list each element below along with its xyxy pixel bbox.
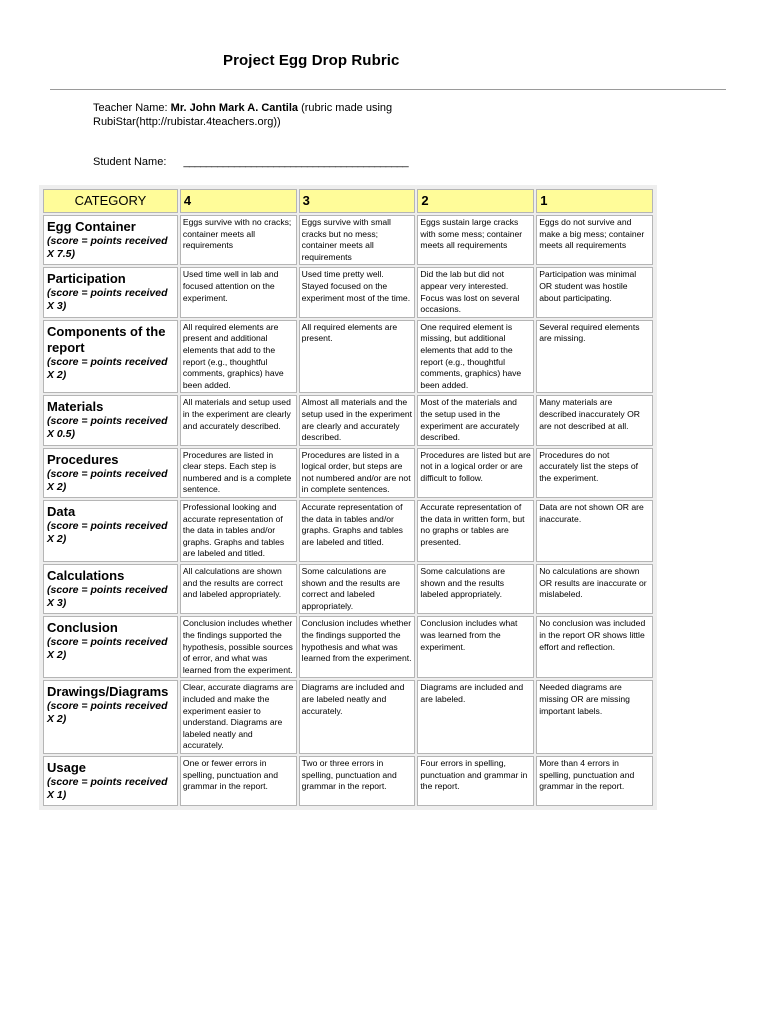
descriptor-cell-1: More than 4 errors in spelling, punctuation and grammar in the report. bbox=[536, 756, 653, 806]
descriptor-cell-3: Almost all materials and the setup used in the experiment are clearly and accurately described. bbox=[299, 395, 416, 445]
criterion-cell bbox=[43, 215, 178, 265]
descriptor-cell-2: Eggs sustain large cracks with some mess; container meets all requirements bbox=[417, 215, 534, 265]
page-title: Project Egg Drop Rubric bbox=[223, 52, 400, 69]
rubric-row bbox=[43, 680, 653, 754]
header-score-1: 1 bbox=[536, 189, 653, 213]
criterion-cell bbox=[43, 564, 178, 614]
descriptor-cell-2: Procedures are listed but are not in a logical order or are difficult to follow. bbox=[417, 448, 534, 498]
rubric-row bbox=[43, 500, 653, 562]
descriptor-cell-3: Some calculations are shown and the results are correct and labeled appropriately. bbox=[299, 564, 416, 614]
descriptor-cell-3: All required elements are present. bbox=[299, 320, 416, 394]
criterion-cell bbox=[43, 448, 178, 498]
descriptor-cell-3: Diagrams are included and are labeled neatly and accurately. bbox=[299, 680, 416, 754]
descriptor-cell-3: Used time pretty well. Stayed focused on the experiment most of the time. bbox=[299, 267, 416, 317]
title-divider bbox=[50, 89, 726, 90]
teacher-name: Mr. John Mark A. Cantila bbox=[170, 102, 298, 114]
student-name-blank[interactable]: ________________________________________ bbox=[183, 156, 409, 168]
header-category: CATEGORY bbox=[43, 189, 178, 213]
descriptor-cell-1: Procedures do not accurately list the steps of the experiment. bbox=[536, 448, 653, 498]
rubric-row bbox=[43, 267, 653, 317]
header-score-3: 3 bbox=[299, 189, 416, 213]
rubric-header-row bbox=[43, 189, 653, 213]
descriptor-cell-2: Some calculations are shown and the results labeled appropriately. bbox=[417, 564, 534, 614]
descriptor-cell-2: Four errors in spelling, punctuation and grammar in the report. bbox=[417, 756, 534, 806]
criterion-title: Materials bbox=[47, 399, 104, 415]
rubric-row bbox=[43, 395, 653, 445]
criterion-weight: (score = points received X 2) bbox=[47, 700, 168, 726]
criterion-weight: (score = points received X 3) bbox=[47, 584, 168, 610]
teacher-note: (rubric made using RubiStar(http://rubistar.4teachers.org)) bbox=[93, 102, 393, 128]
descriptor-cell-4: Eggs survive with no cracks; container meets all requirements bbox=[180, 215, 297, 265]
descriptor-cell-2: Conclusion includes what was learned from the experiment. bbox=[417, 616, 534, 678]
descriptor-cell-1: Many materials are described inaccurately OR are not described at all. bbox=[536, 395, 653, 445]
descriptor-cell-1: Eggs do not survive and make a big mess; container meets all requirements bbox=[536, 215, 653, 265]
criterion-weight: (score = points received X 2) bbox=[47, 355, 168, 381]
criterion-weight: (score = points received X 2) bbox=[47, 467, 168, 493]
header-score-4: 4 bbox=[180, 189, 297, 213]
criterion-cell bbox=[43, 616, 178, 678]
descriptor-cell-2: Accurate representation of the data in written form, but no graphs or tables are presented. bbox=[417, 500, 534, 562]
rubric-table bbox=[41, 187, 655, 808]
teacher-info bbox=[93, 101, 453, 129]
criterion-cell bbox=[43, 395, 178, 445]
descriptor-cell-1: Several required elements are missing. bbox=[536, 320, 653, 394]
criterion-weight: (score = points received X 2) bbox=[47, 520, 168, 546]
descriptor-cell-4: Used time well in lab and focused attention on the experiment. bbox=[180, 267, 297, 317]
criterion-title: Participation bbox=[47, 271, 126, 287]
rubric-row bbox=[43, 215, 653, 265]
rubric-row bbox=[43, 756, 653, 806]
descriptor-cell-3: Conclusion includes whether the findings supported the hypothesis and what was learned from the experiment. bbox=[299, 616, 416, 678]
criterion-cell bbox=[43, 500, 178, 562]
descriptor-cell-4: Conclusion includes whether the findings supported the hypothesis, possible sources of error, and what was learned from the experiment. bbox=[180, 616, 297, 678]
rubric-row bbox=[43, 564, 653, 614]
criterion-title: Egg Container bbox=[47, 219, 136, 234]
descriptor-cell-2: Most of the materials and the setup used in the experiment are accurately described. bbox=[417, 395, 534, 445]
rubric-row bbox=[43, 448, 653, 498]
descriptor-cell-4: All calculations are shown and the results are correct and labeled appropriately. bbox=[180, 564, 297, 614]
descriptor-cell-3: Accurate representation of the data in tables and/or graphs. Graphs and tables are labeled and titled. bbox=[299, 500, 416, 562]
descriptor-cell-1: Data are not shown OR are inaccurate. bbox=[536, 500, 653, 562]
descriptor-cell-4: Clear, accurate diagrams are included and make the experiment easier to understand. Diagrams are labeled neatly and accurately. bbox=[180, 680, 297, 754]
criterion-weight: (score = points received X 2) bbox=[47, 636, 168, 662]
descriptor-cell-4: All required elements are present and additional elements that add to the report (e.g., thoughtful comments, graphics) have been added. bbox=[180, 320, 297, 394]
criterion-cell bbox=[43, 320, 178, 394]
criterion-weight: (score = points received X 7.5) bbox=[47, 235, 168, 260]
header-score-2: 2 bbox=[417, 189, 534, 213]
descriptor-cell-2: One required element is missing, but additional elements that add to the report (e.g., thoughtful comments, graphics) have been added. bbox=[417, 320, 534, 394]
descriptor-cell-1: No calculations are shown OR results are inaccurate or mislabeled. bbox=[536, 564, 653, 614]
descriptor-cell-3: Procedures are listed in a logical order, but steps are not numbered and/or are not in complete sentences. bbox=[299, 448, 416, 498]
criterion-title: Procedures bbox=[47, 451, 119, 467]
descriptor-cell-4: Professional looking and accurate representation of the data in tables and/or graphs. Graphs and tables are labeled and titled. bbox=[180, 500, 297, 562]
criterion-cell bbox=[43, 680, 178, 754]
descriptor-cell-4: Procedures are listed in clear steps. Each step is numbered and is a complete sentence. bbox=[180, 448, 297, 498]
criterion-title: Data bbox=[47, 504, 76, 520]
descriptor-cell-2: Did the lab but did not appear very interested. Focus was lost on several occasions. bbox=[417, 267, 534, 317]
criterion-title: Usage bbox=[47, 759, 87, 775]
rubric-row bbox=[43, 320, 653, 394]
descriptor-cell-3: Two or three errors in spelling, punctuation and grammar in the report. bbox=[299, 756, 416, 806]
descriptor-cell-1: No conclusion was included in the report OR shows little effort and reflection. bbox=[536, 616, 653, 678]
criterion-title: Components of the report bbox=[47, 323, 166, 355]
criterion-cell bbox=[43, 756, 178, 806]
criterion-title: Conclusion bbox=[47, 620, 118, 636]
criterion-cell bbox=[43, 267, 178, 317]
criterion-weight: (score = points received X 0.5) bbox=[47, 415, 168, 441]
criterion-weight: (score = points received X 3) bbox=[47, 287, 168, 313]
descriptor-cell-4: All materials and setup used in the experiment are clearly and accurately described. bbox=[180, 395, 297, 445]
rubric-table-container bbox=[39, 185, 657, 810]
descriptor-cell-1: Needed diagrams are missing OR are missing important labels. bbox=[536, 680, 653, 754]
descriptor-cell-2: Diagrams are included and are labeled. bbox=[417, 680, 534, 754]
teacher-label: Teacher Name: bbox=[93, 102, 168, 114]
student-label: Student Name: bbox=[93, 156, 167, 168]
descriptor-cell-3: Eggs survive with small cracks but no mess; container meets all requirements bbox=[299, 215, 416, 265]
descriptor-cell-1: Participation was minimal OR student was hostile about participating. bbox=[536, 267, 653, 317]
criterion-weight: (score = points received X 1) bbox=[47, 775, 168, 801]
descriptor-cell-4: One or fewer errors in spelling, punctuation and grammar in the report. bbox=[180, 756, 297, 806]
criterion-title: Calculations bbox=[47, 568, 125, 584]
rubric-row bbox=[43, 616, 653, 678]
student-name-line bbox=[93, 156, 408, 168]
criterion-title: Drawings/Diagrams bbox=[47, 684, 169, 700]
